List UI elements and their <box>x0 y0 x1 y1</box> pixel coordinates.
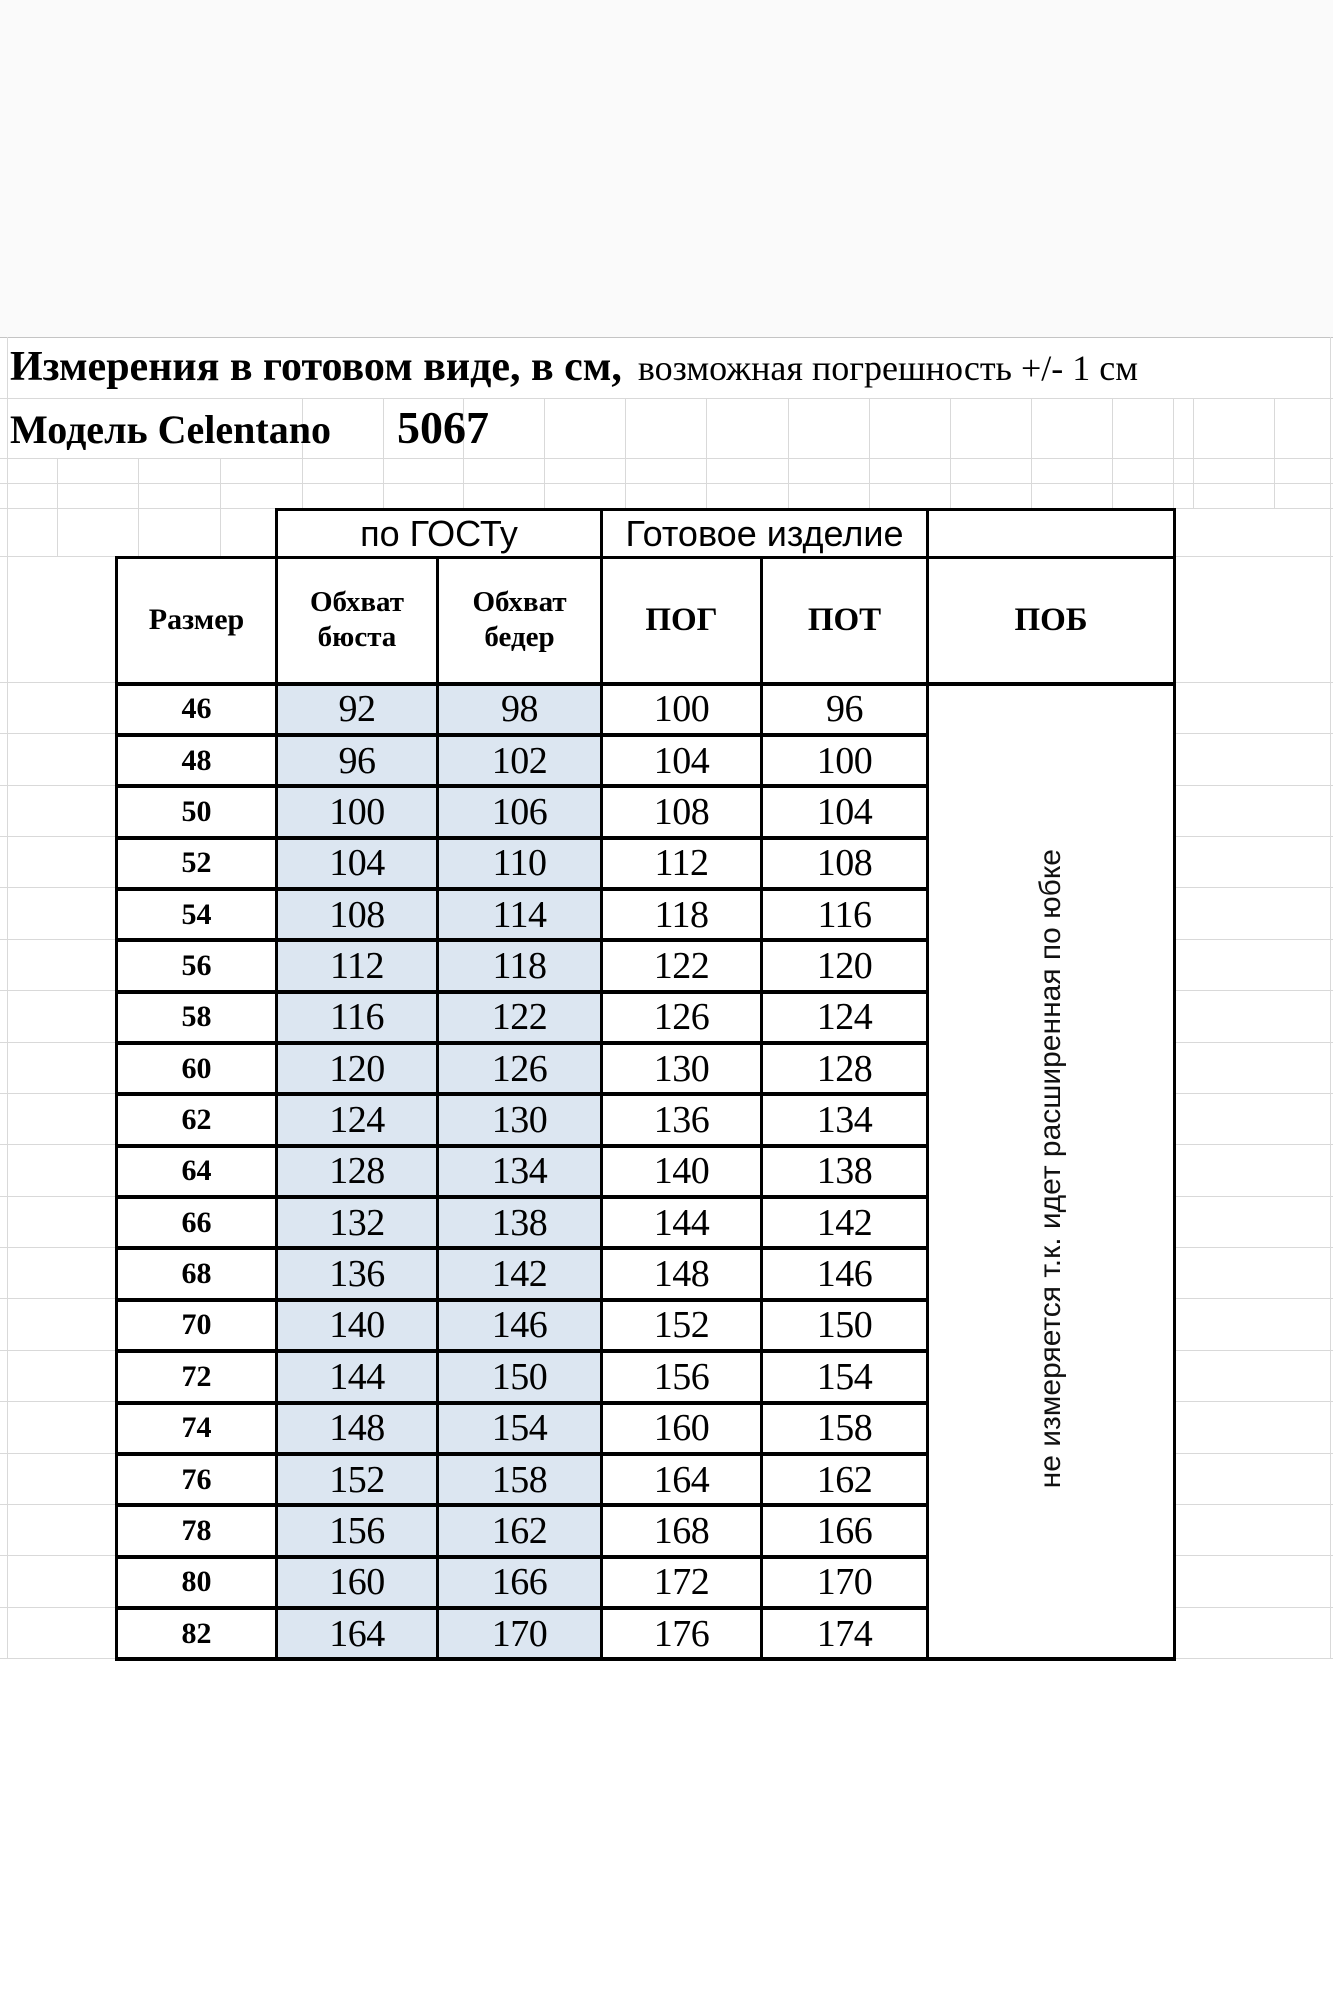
gridline <box>57 458 58 556</box>
pob-note-cell <box>928 684 1175 1660</box>
header-size: Размер <box>117 558 277 684</box>
size-cell: 58 <box>117 992 277 1043</box>
hips-cell: 102 <box>438 735 602 786</box>
model-number: 5067 <box>396 402 489 453</box>
bust-cell: 152 <box>277 1454 438 1505</box>
bust-cell: 144 <box>277 1351 438 1402</box>
model-row <box>0 398 1333 458</box>
hips-cell: 154 <box>438 1403 602 1454</box>
size-cell: 50 <box>117 786 277 837</box>
size-cell: 80 <box>117 1557 277 1608</box>
hips-cell: 134 <box>438 1146 602 1197</box>
bust-cell: 120 <box>277 1043 438 1094</box>
pog-cell: 130 <box>602 1043 762 1094</box>
bust-cell: 164 <box>277 1608 438 1659</box>
pog-cell: 148 <box>602 1248 762 1299</box>
pob-note: не измеряется т.к. идет расширенная по юбке <box>1034 849 1068 1489</box>
pot-cell: 134 <box>762 1094 928 1145</box>
header-row <box>117 558 1175 684</box>
header-pob: ПОБ <box>928 558 1175 684</box>
pog-cell: 168 <box>602 1505 762 1556</box>
gridline <box>0 483 1333 484</box>
hips-cell: 126 <box>438 1043 602 1094</box>
band-ready-cell: Готовое изделие <box>602 510 928 558</box>
size-cell: 74 <box>117 1403 277 1454</box>
size-chart-table <box>115 508 1176 1661</box>
pot-cell: 154 <box>762 1351 928 1402</box>
pot-cell: 108 <box>762 838 928 889</box>
pog-cell: 136 <box>602 1094 762 1145</box>
pot-cell: 124 <box>762 992 928 1043</box>
pog-cell: 104 <box>602 735 762 786</box>
hips-cell: 130 <box>438 1094 602 1145</box>
bust-cell: 156 <box>277 1505 438 1556</box>
hips-cell: 142 <box>438 1248 602 1299</box>
band-gost-cell: по ГОСТу <box>277 510 602 558</box>
size-cell: 62 <box>117 1094 277 1145</box>
hips-cell: 138 <box>438 1197 602 1248</box>
bust-cell: 92 <box>277 684 438 735</box>
pot-cell: 100 <box>762 735 928 786</box>
bust-cell: 160 <box>277 1557 438 1608</box>
hips-cell: 98 <box>438 684 602 735</box>
gridline <box>1330 337 1331 1658</box>
table-row <box>117 684 1175 735</box>
bust-cell: 136 <box>277 1248 438 1299</box>
pog-cell: 112 <box>602 838 762 889</box>
header-bust: Обхват бюста <box>277 558 438 684</box>
pog-cell: 126 <box>602 992 762 1043</box>
bust-cell: 140 <box>277 1300 438 1351</box>
pot-cell: 150 <box>762 1300 928 1351</box>
bust-cell: 128 <box>277 1146 438 1197</box>
pot-cell: 128 <box>762 1043 928 1094</box>
header-hips: Обхват бедер <box>438 558 602 684</box>
hips-cell: 146 <box>438 1300 602 1351</box>
size-cell: 70 <box>117 1300 277 1351</box>
bust-cell: 104 <box>277 838 438 889</box>
sheet-title: Измерения в готовом виде, в см, <box>10 344 622 390</box>
pot-cell: 120 <box>762 940 928 991</box>
pot-cell: 158 <box>762 1403 928 1454</box>
pot-cell: 96 <box>762 684 928 735</box>
bust-cell: 108 <box>277 889 438 940</box>
size-cell: 60 <box>117 1043 277 1094</box>
gridline <box>7 337 8 1658</box>
hips-cell: 106 <box>438 786 602 837</box>
pog-cell: 152 <box>602 1300 762 1351</box>
size-cell: 46 <box>117 684 277 735</box>
pog-cell: 144 <box>602 1197 762 1248</box>
pot-cell: 146 <box>762 1248 928 1299</box>
hips-cell: 150 <box>438 1351 602 1402</box>
pog-cell: 172 <box>602 1557 762 1608</box>
bust-cell: 100 <box>277 786 438 837</box>
pog-cell: 160 <box>602 1403 762 1454</box>
pog-cell: 108 <box>602 786 762 837</box>
pog-cell: 176 <box>602 1608 762 1659</box>
pog-cell: 118 <box>602 889 762 940</box>
hips-cell: 158 <box>438 1454 602 1505</box>
pot-cell: 116 <box>762 889 928 940</box>
pog-cell: 122 <box>602 940 762 991</box>
sheet-title-note: возможная погрешность +/- 1 см <box>637 348 1139 388</box>
hips-cell: 118 <box>438 940 602 991</box>
bust-cell: 148 <box>277 1403 438 1454</box>
size-cell: 76 <box>117 1454 277 1505</box>
bust-cell: 132 <box>277 1197 438 1248</box>
band-row <box>117 510 1175 558</box>
size-cell: 72 <box>117 1351 277 1402</box>
size-cell: 64 <box>117 1146 277 1197</box>
hips-cell: 166 <box>438 1557 602 1608</box>
title-row <box>0 337 1333 398</box>
size-cell: 78 <box>117 1505 277 1556</box>
bust-cell: 116 <box>277 992 438 1043</box>
model-label: Модель Celentano <box>10 407 331 452</box>
bust-cell: 112 <box>277 940 438 991</box>
pot-cell: 166 <box>762 1505 928 1556</box>
hips-cell: 170 <box>438 1608 602 1659</box>
band-spacer-cell <box>117 510 277 558</box>
pot-cell: 174 <box>762 1608 928 1659</box>
bust-cell: 96 <box>277 735 438 786</box>
pot-cell: 138 <box>762 1146 928 1197</box>
size-cell: 82 <box>117 1608 277 1659</box>
header-pot: ПОТ <box>762 558 928 684</box>
pot-cell: 142 <box>762 1197 928 1248</box>
size-cell: 52 <box>117 838 277 889</box>
hips-cell: 110 <box>438 838 602 889</box>
pot-cell: 170 <box>762 1557 928 1608</box>
pot-cell: 104 <box>762 786 928 837</box>
pog-cell: 100 <box>602 684 762 735</box>
gridline <box>0 458 1333 459</box>
size-cell: 56 <box>117 940 277 991</box>
size-cell: 54 <box>117 889 277 940</box>
pog-cell: 140 <box>602 1146 762 1197</box>
bust-cell: 124 <box>277 1094 438 1145</box>
pog-cell: 156 <box>602 1351 762 1402</box>
hips-cell: 114 <box>438 889 602 940</box>
header-pog: ПОГ <box>602 558 762 684</box>
size-cell: 66 <box>117 1197 277 1248</box>
size-cell: 48 <box>117 735 277 786</box>
band-empty-cell <box>928 510 1175 558</box>
pot-cell: 162 <box>762 1454 928 1505</box>
pog-cell: 164 <box>602 1454 762 1505</box>
size-cell: 68 <box>117 1248 277 1299</box>
hips-cell: 162 <box>438 1505 602 1556</box>
hips-cell: 122 <box>438 992 602 1043</box>
